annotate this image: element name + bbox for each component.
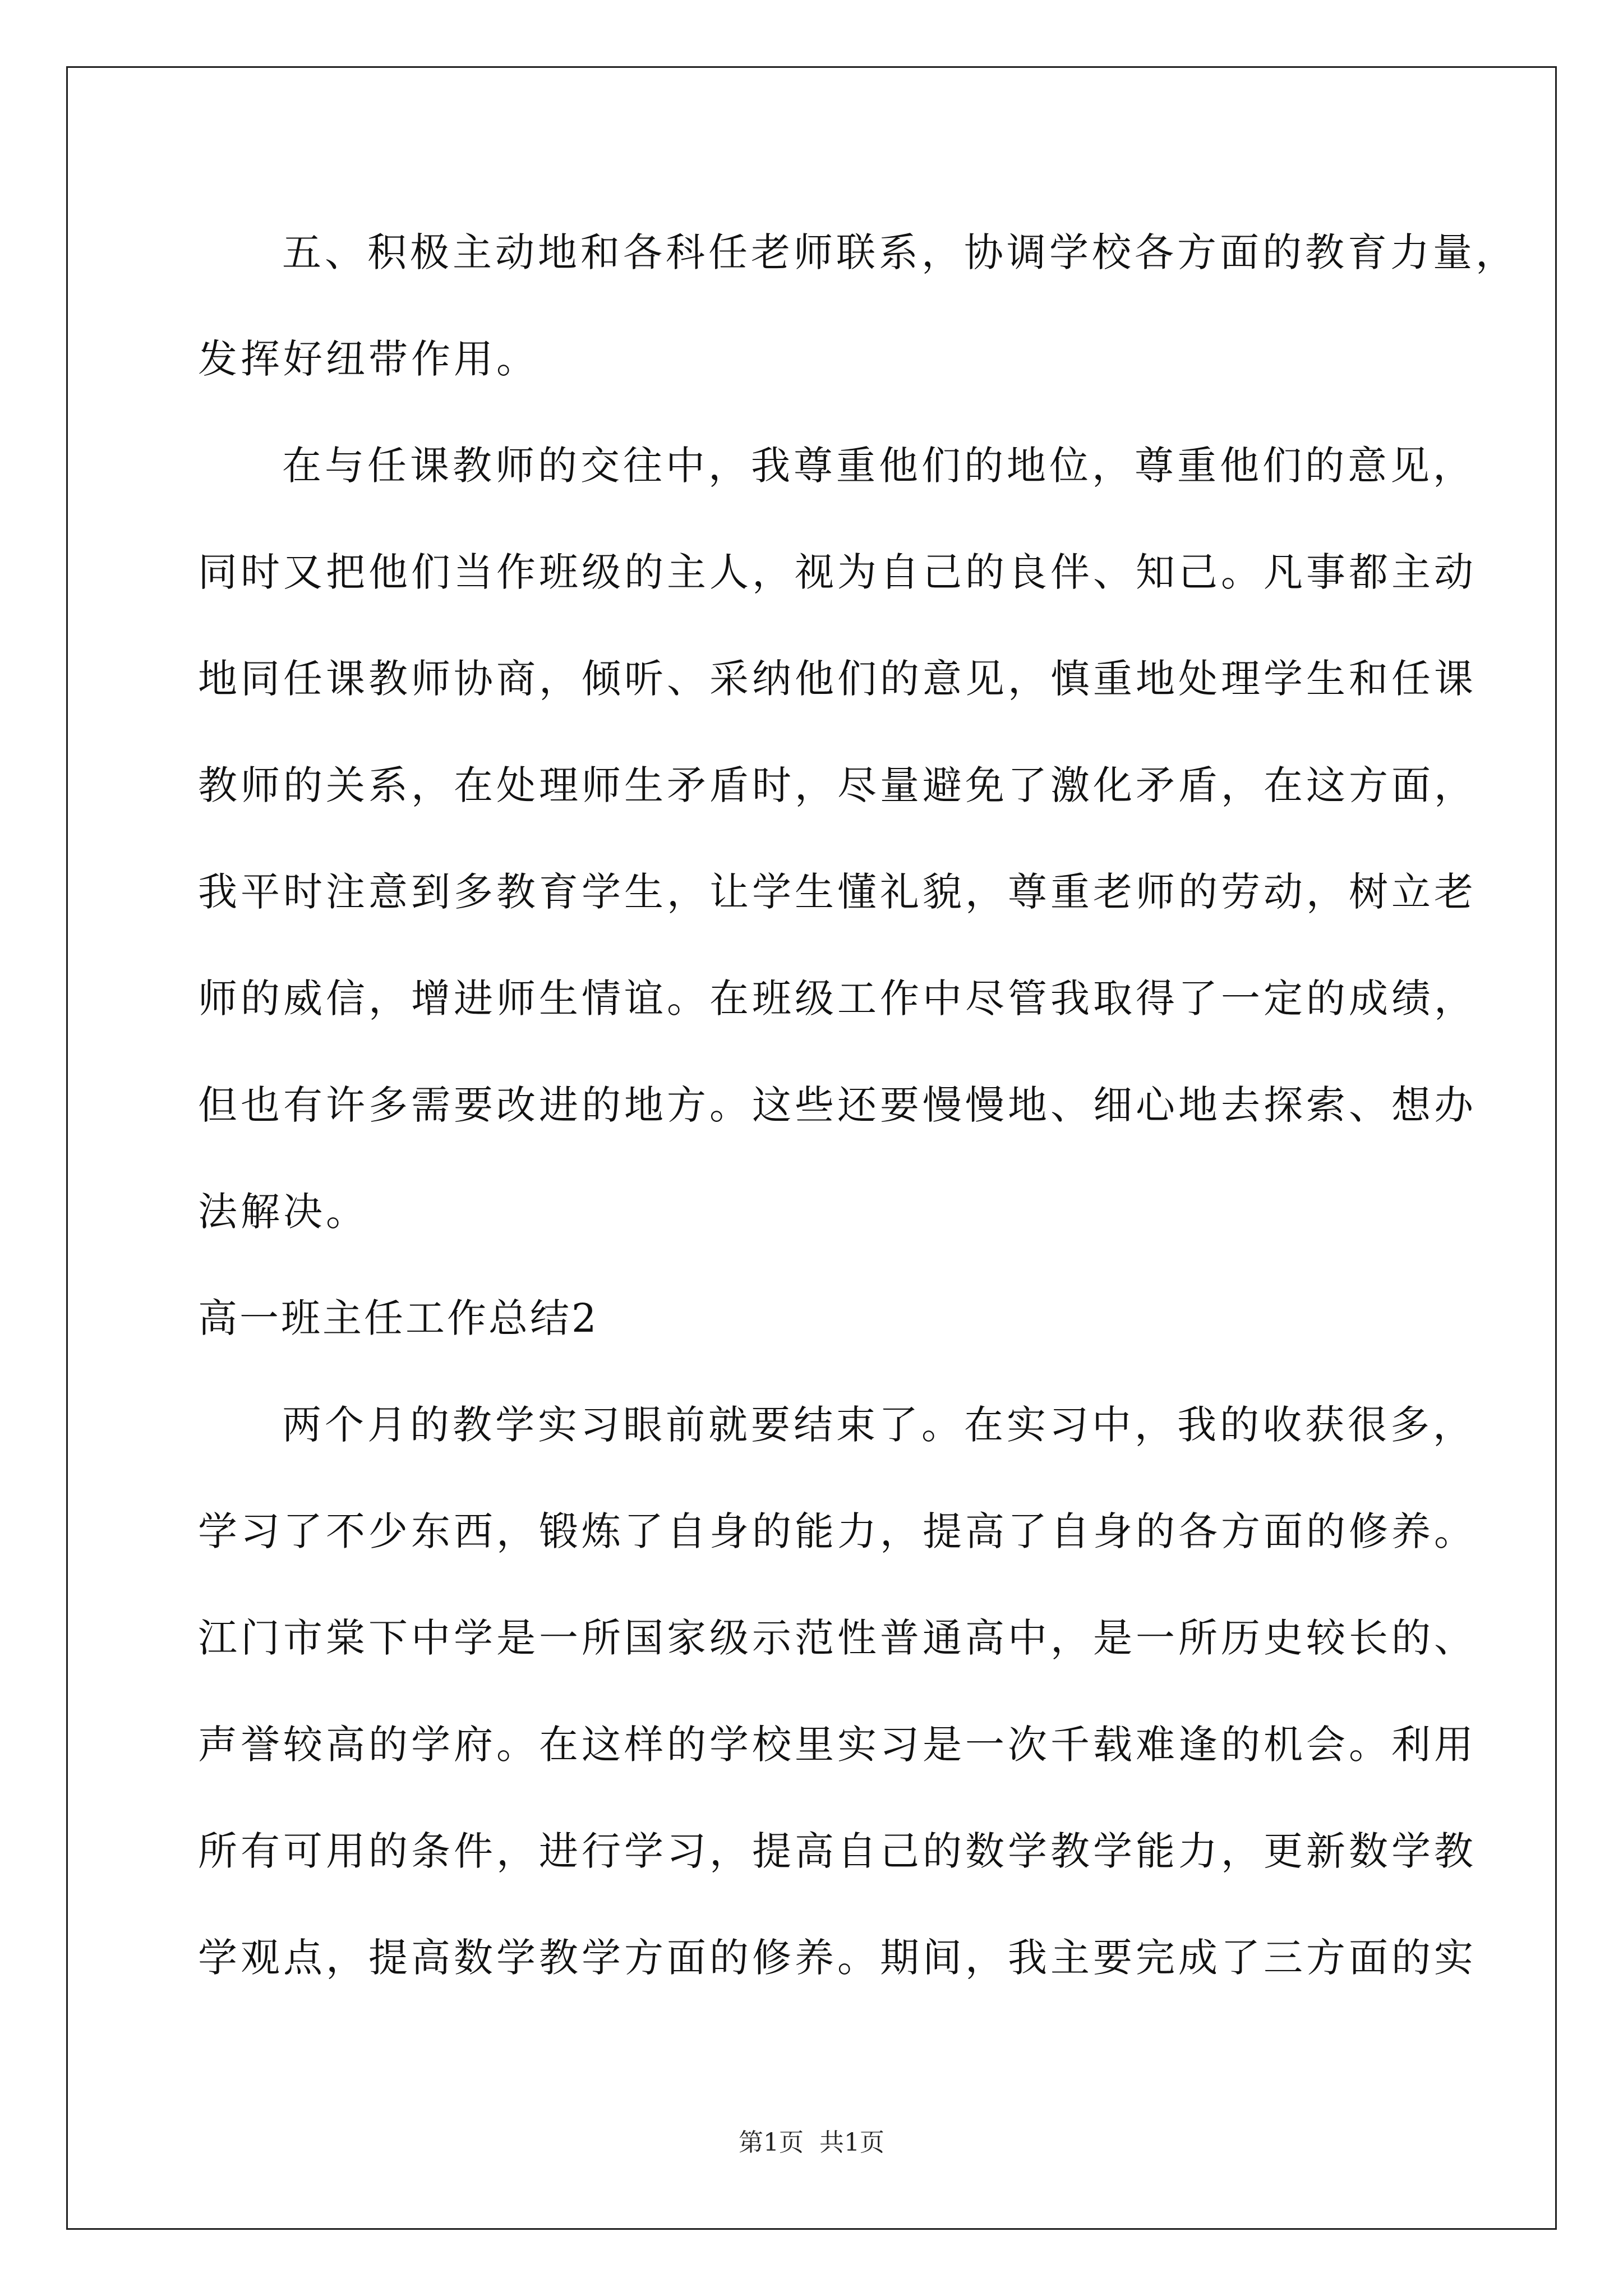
section-heading: 高一班主任工作总结2	[198, 1295, 599, 1341]
paragraph-line: 声誉较高的学府。在这样的学校里实习是一次千载难逢的机会。利用	[198, 1722, 1477, 1768]
page-footer: 第1页 共1页	[739, 2128, 884, 2157]
paragraph-line: 法解决。	[198, 1189, 368, 1235]
paragraph-line: 所有可用的条件，进行学习，提高自己的数学教学能力，更新数学教	[198, 1828, 1477, 1874]
paragraph-line: 发挥好纽带作用。	[198, 336, 539, 382]
paragraph-line: 我平时注意到多教育学生，让学生懂礼貌，尊重老师的劳动，树立老	[198, 869, 1477, 915]
paragraph-line: 五、积极主动地和各科任老师联系，协调学校各方面的教育力量，	[282, 229, 1518, 275]
document-body	[198, 199, 1518, 2011]
paragraph-line: 教师的关系，在处理师生矛盾时，尽量避免了激化矛盾，在这方面，	[198, 762, 1477, 808]
paragraph-line: 两个月的教学实习眼前就要结束了。在实习中，我的收获很多，	[282, 1402, 1476, 1448]
paragraph-line: 同时又把他们当作班级的主人，视为自己的良伴、知己。凡事都主动	[198, 549, 1477, 595]
paragraph-line: 地同任课教师协商，倾听、采纳他们的意见，慎重地处理学生和任课	[198, 656, 1477, 702]
paragraph-line: 但也有许多需要改进的地方。这些还要慢慢地、细心地去探索、想办	[198, 1082, 1477, 1128]
paragraph-line: 江门市棠下中学是一所国家级示范性普通高中，是一所历史较长的、	[198, 1615, 1477, 1661]
paragraph-line: 在与任课教师的交往中，我尊重他们的地位，尊重他们的意见，	[282, 443, 1476, 489]
paragraph-line: 学观点，提高数学教学方面的修养。期间，我主要完成了三方面的实	[198, 1935, 1477, 1981]
paragraph-line: 学习了不少东西，锻炼了自身的能力，提高了自身的各方面的修养。	[198, 1508, 1477, 1554]
paragraph-line: 师的威信，增进师生情谊。在班级工作中尽管我取得了一定的成绩，	[198, 976, 1477, 1022]
